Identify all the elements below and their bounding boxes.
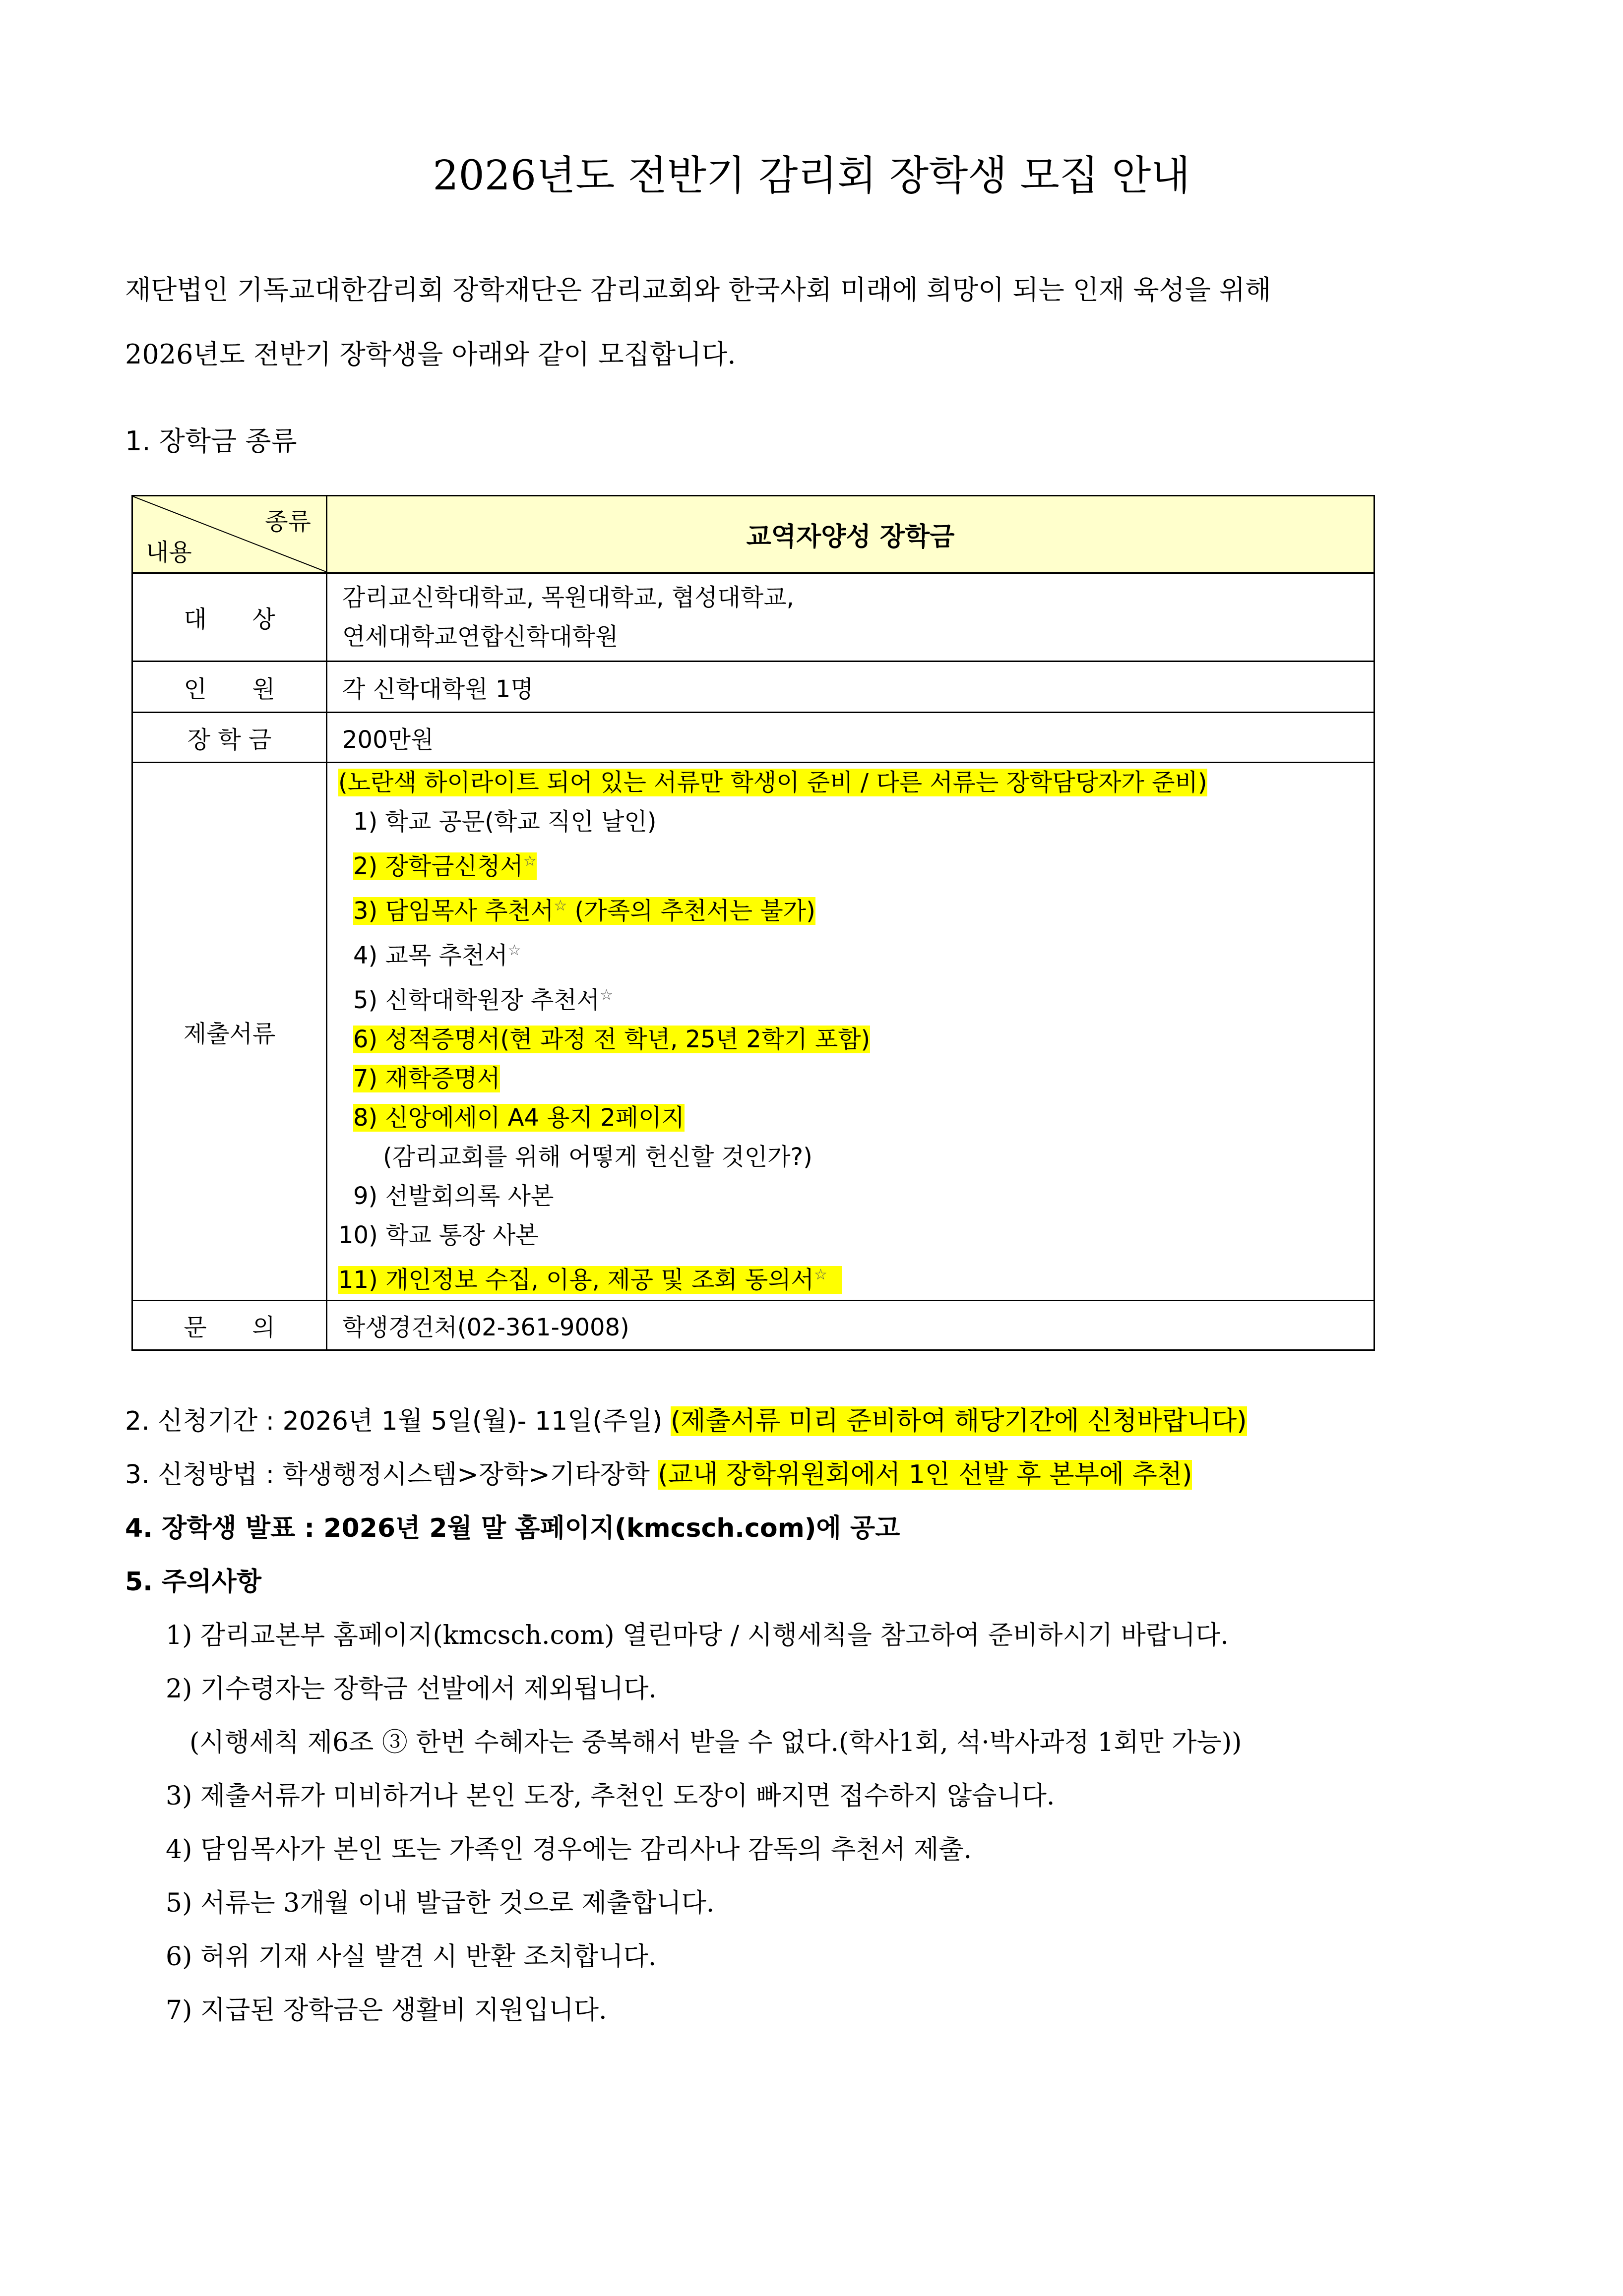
row-value-documents: [327, 763, 1374, 1301]
star-icon: ☆: [600, 986, 614, 1004]
star-icon: ☆: [554, 897, 567, 914]
doc-item-6: 6) 성적증명서(현 과정 전 학년, 25년 2학기 포함): [353, 1026, 871, 1053]
doc-item-8-sub: (감리교회를 위해 어떻게 헌신할 것인가?): [383, 1143, 812, 1171]
sections-2-5: [125, 1394, 1563, 2037]
row-value-inquiry: 학생경건처(02-361-9008): [327, 1301, 1374, 1350]
doc-item-4: 4) 교목 추천서☆: [353, 942, 521, 969]
note-7: 7) 지급된 장학금은 생활비 지원입니다.: [166, 1995, 607, 2025]
corner-label-content: 내용: [146, 539, 192, 566]
note-5: 5) 서류는 3개월 이내 발급한 것으로 제출합니다.: [166, 1888, 715, 1918]
note-2-detail: (시행세칙 제6조 ③ 한번 수혜자는 중복해서 받을 수 없다.(학사1회, 석·박사과정 1회만 가능)): [189, 1728, 1242, 1757]
target-line-2: 연세대학교연합신학대학원: [342, 622, 619, 651]
table-row-documents: [132, 763, 1374, 1301]
section-5-heading: 5. 주의사항: [125, 1567, 261, 1597]
row-value-headcount: 각 신학대학원 1명: [327, 662, 1374, 713]
intro-line-1: 재단법인 기독교대한감리회 장학재단은 감리교회와 한국사회 미래에 희망이 되는 인재 육성을 위해: [125, 274, 1271, 305]
star-icon: ☆: [814, 1266, 827, 1283]
doc-item-8: 8) 신앙에세이 A4 용지 2페이지: [353, 1104, 685, 1132]
doc-item-10: 10) 학교 통장 사본: [338, 1221, 539, 1249]
table-row-target: [132, 573, 1374, 662]
table-row-inquiry: [132, 1301, 1374, 1350]
row-label-headcount: 인 원: [132, 662, 327, 713]
doc-item-1: 1) 학교 공문(학교 직인 날인): [353, 808, 657, 836]
row-label-inquiry: 문 의: [132, 1301, 327, 1350]
section-1-heading: 1. 장학금 종류: [125, 425, 297, 457]
note-1: 1) 감리교본부 홈페이지(kmcsch.com) 열린마당 / 시행세칙을 참고하여 준비하시기 바랍니다.: [166, 1621, 1229, 1650]
note-3: 3) 제출서류가 미비하거나 본인 도장, 추천인 도장이 빠지면 접수하지 않습니다.: [166, 1781, 1055, 1811]
note-2: 2) 기수령자는 장학금 선발에서 제외됩니다.: [166, 1674, 657, 1704]
row-label-documents: 제출서류: [132, 763, 327, 1301]
doc-item-3: 3) 담임목사 추천서☆ (가족의 추천서는 불가): [353, 897, 815, 925]
table-row-amount: [132, 713, 1374, 763]
row-label-target: 대 상: [132, 573, 327, 662]
doc-item-2: 2) 장학금신청서☆: [353, 852, 537, 880]
scholarship-table: [131, 495, 1375, 1351]
row-value-target: [327, 573, 1374, 662]
target-line-1: 감리교신학대학교, 목원대학교, 협성대학교,: [342, 583, 794, 611]
intro-line-2: 2026년도 전반기 장학생을 아래와 같이 모집합니다.: [125, 339, 736, 370]
row-value-amount: 200만원: [327, 713, 1374, 763]
section-2-period: 2. 신청기간 : 2026년 1월 5일(월)- 11일(주일) (제출서류 미리 준비하여 해당기간에 신청바랍니다): [125, 1406, 1247, 1436]
corner-cell: [132, 496, 327, 573]
note-4: 4) 담임목사가 본인 또는 가족인 경우에는 감리사나 감독의 추천서 제출.: [166, 1835, 972, 1865]
section-3-method: 3. 신청방법 : 학생행정시스템>장학>기타장학 (교내 장학위원회에서 1인 선발 후 본부에 추천): [125, 1460, 1192, 1490]
intro-paragraph: [125, 258, 1524, 387]
table-header-row: [132, 496, 1374, 573]
document-title: 2026년도 전반기 감리회 장학생 모집 안내: [433, 152, 1190, 199]
doc-item-11: 11) 개인정보 수집, 이용, 제공 및 조회 동의서☆: [338, 1255, 1373, 1300]
section-4-announcement: 4. 장학생 발표 : 2026년 2월 말 홈페이지(kmcsch.com)에 공고: [125, 1513, 900, 1543]
star-icon: ☆: [507, 942, 521, 959]
doc-item-7: 7) 재학증명서: [353, 1065, 500, 1092]
doc-item-5: 5) 신학대학원장 추천서☆: [353, 986, 614, 1014]
corner-label-type: 종류: [265, 508, 311, 536]
row-label-amount: 장 학 금: [132, 713, 327, 763]
doc-item-9: 9) 선발회의록 사본: [353, 1182, 554, 1210]
documents-note: (노란색 하이라이트 되어 있는 서류만 학생이 준비 / 다른 서류는 장학담당자가 준비): [338, 769, 1207, 796]
star-icon: ☆: [523, 852, 537, 870]
column-header-scholarship: 교역자양성 장학금: [327, 496, 1374, 573]
note-6: 6) 허위 기재 사실 발견 시 반환 조치합니다.: [166, 1942, 657, 1972]
table-row-headcount: [132, 662, 1374, 713]
